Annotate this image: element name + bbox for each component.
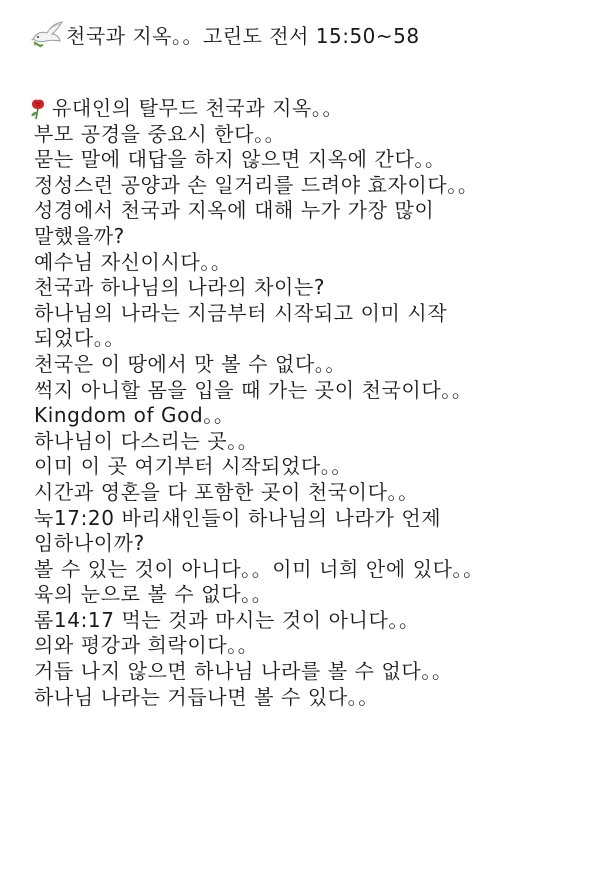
text-line: 말했을까? <box>34 223 125 248</box>
title-row <box>30 14 590 54</box>
text-line: 부모 공경을 중요시 한다。。 <box>34 121 286 146</box>
page-title: 천국과 지옥。。고린도 전서 15:50~58 <box>66 23 420 48</box>
text-line: 천국과 하나님의 나라의 차이는? <box>34 275 326 300</box>
text-line: 거듭 나지 않으면 하나님 나라를 볼 수 없다。。 <box>34 659 453 684</box>
text-line: 묻는 말에 대답을 하지 않으면 지옥에 간다。。 <box>34 147 446 172</box>
text-line: 볼 수 있는 것이 아니다。。이미 너희 안에 있다。。 <box>34 556 484 581</box>
dove-icon <box>30 19 64 49</box>
text-line: Kingdom of God。。 <box>34 403 235 428</box>
text-line: 하나님의 나라는 지금부터 시작되고 이미 시작 <box>34 300 448 325</box>
text-line <box>34 96 590 122</box>
blank-line <box>34 54 590 96</box>
text-line-content: 유대인의 탈무드 천국과 지옥。。 <box>52 96 344 120</box>
text-line: 썩지 아니할 몸을 입을 때 가는 곳이 천국이다。。 <box>34 377 473 402</box>
text-line: 이미 이 곳 여기부터 시작되었다。。 <box>34 454 352 479</box>
text-line: 성경에서 천국과 지옥에 대해 누가 가장 많이 <box>34 198 435 223</box>
text-line: 하나님이 다스리는 곳。。 <box>34 428 259 453</box>
text-line: 하나님 나라는 거듭나면 볼 수 있다。。 <box>34 684 379 709</box>
text-line: 시간과 영혼을 다 포함한 곳이 천국이다。。 <box>34 479 419 504</box>
text-line: 임하나이까? <box>34 531 145 556</box>
text-line: 의와 평강과 희락이다。。 <box>34 633 259 658</box>
rose-icon <box>28 98 48 120</box>
text-line: 롬14:17 먹는 것과 마시는 것이 아니다。。 <box>34 607 420 632</box>
text-line: 정성스런 공양과 손 일거리를 드려야 효자이다。。 <box>34 172 479 197</box>
text-line: 천국은 이 땅에서 맛 볼 수 없다。。 <box>34 351 346 376</box>
text-line: 육의 눈으로 볼 수 없다。。 <box>34 582 273 607</box>
text-line: 예수님 자신이시다。。 <box>34 249 232 274</box>
text-lines <box>34 96 590 710</box>
text-line: 눅17:20 바리새인들이 하나님의 나라가 언제 <box>34 505 442 530</box>
text-line: 되었다。。 <box>34 326 125 351</box>
